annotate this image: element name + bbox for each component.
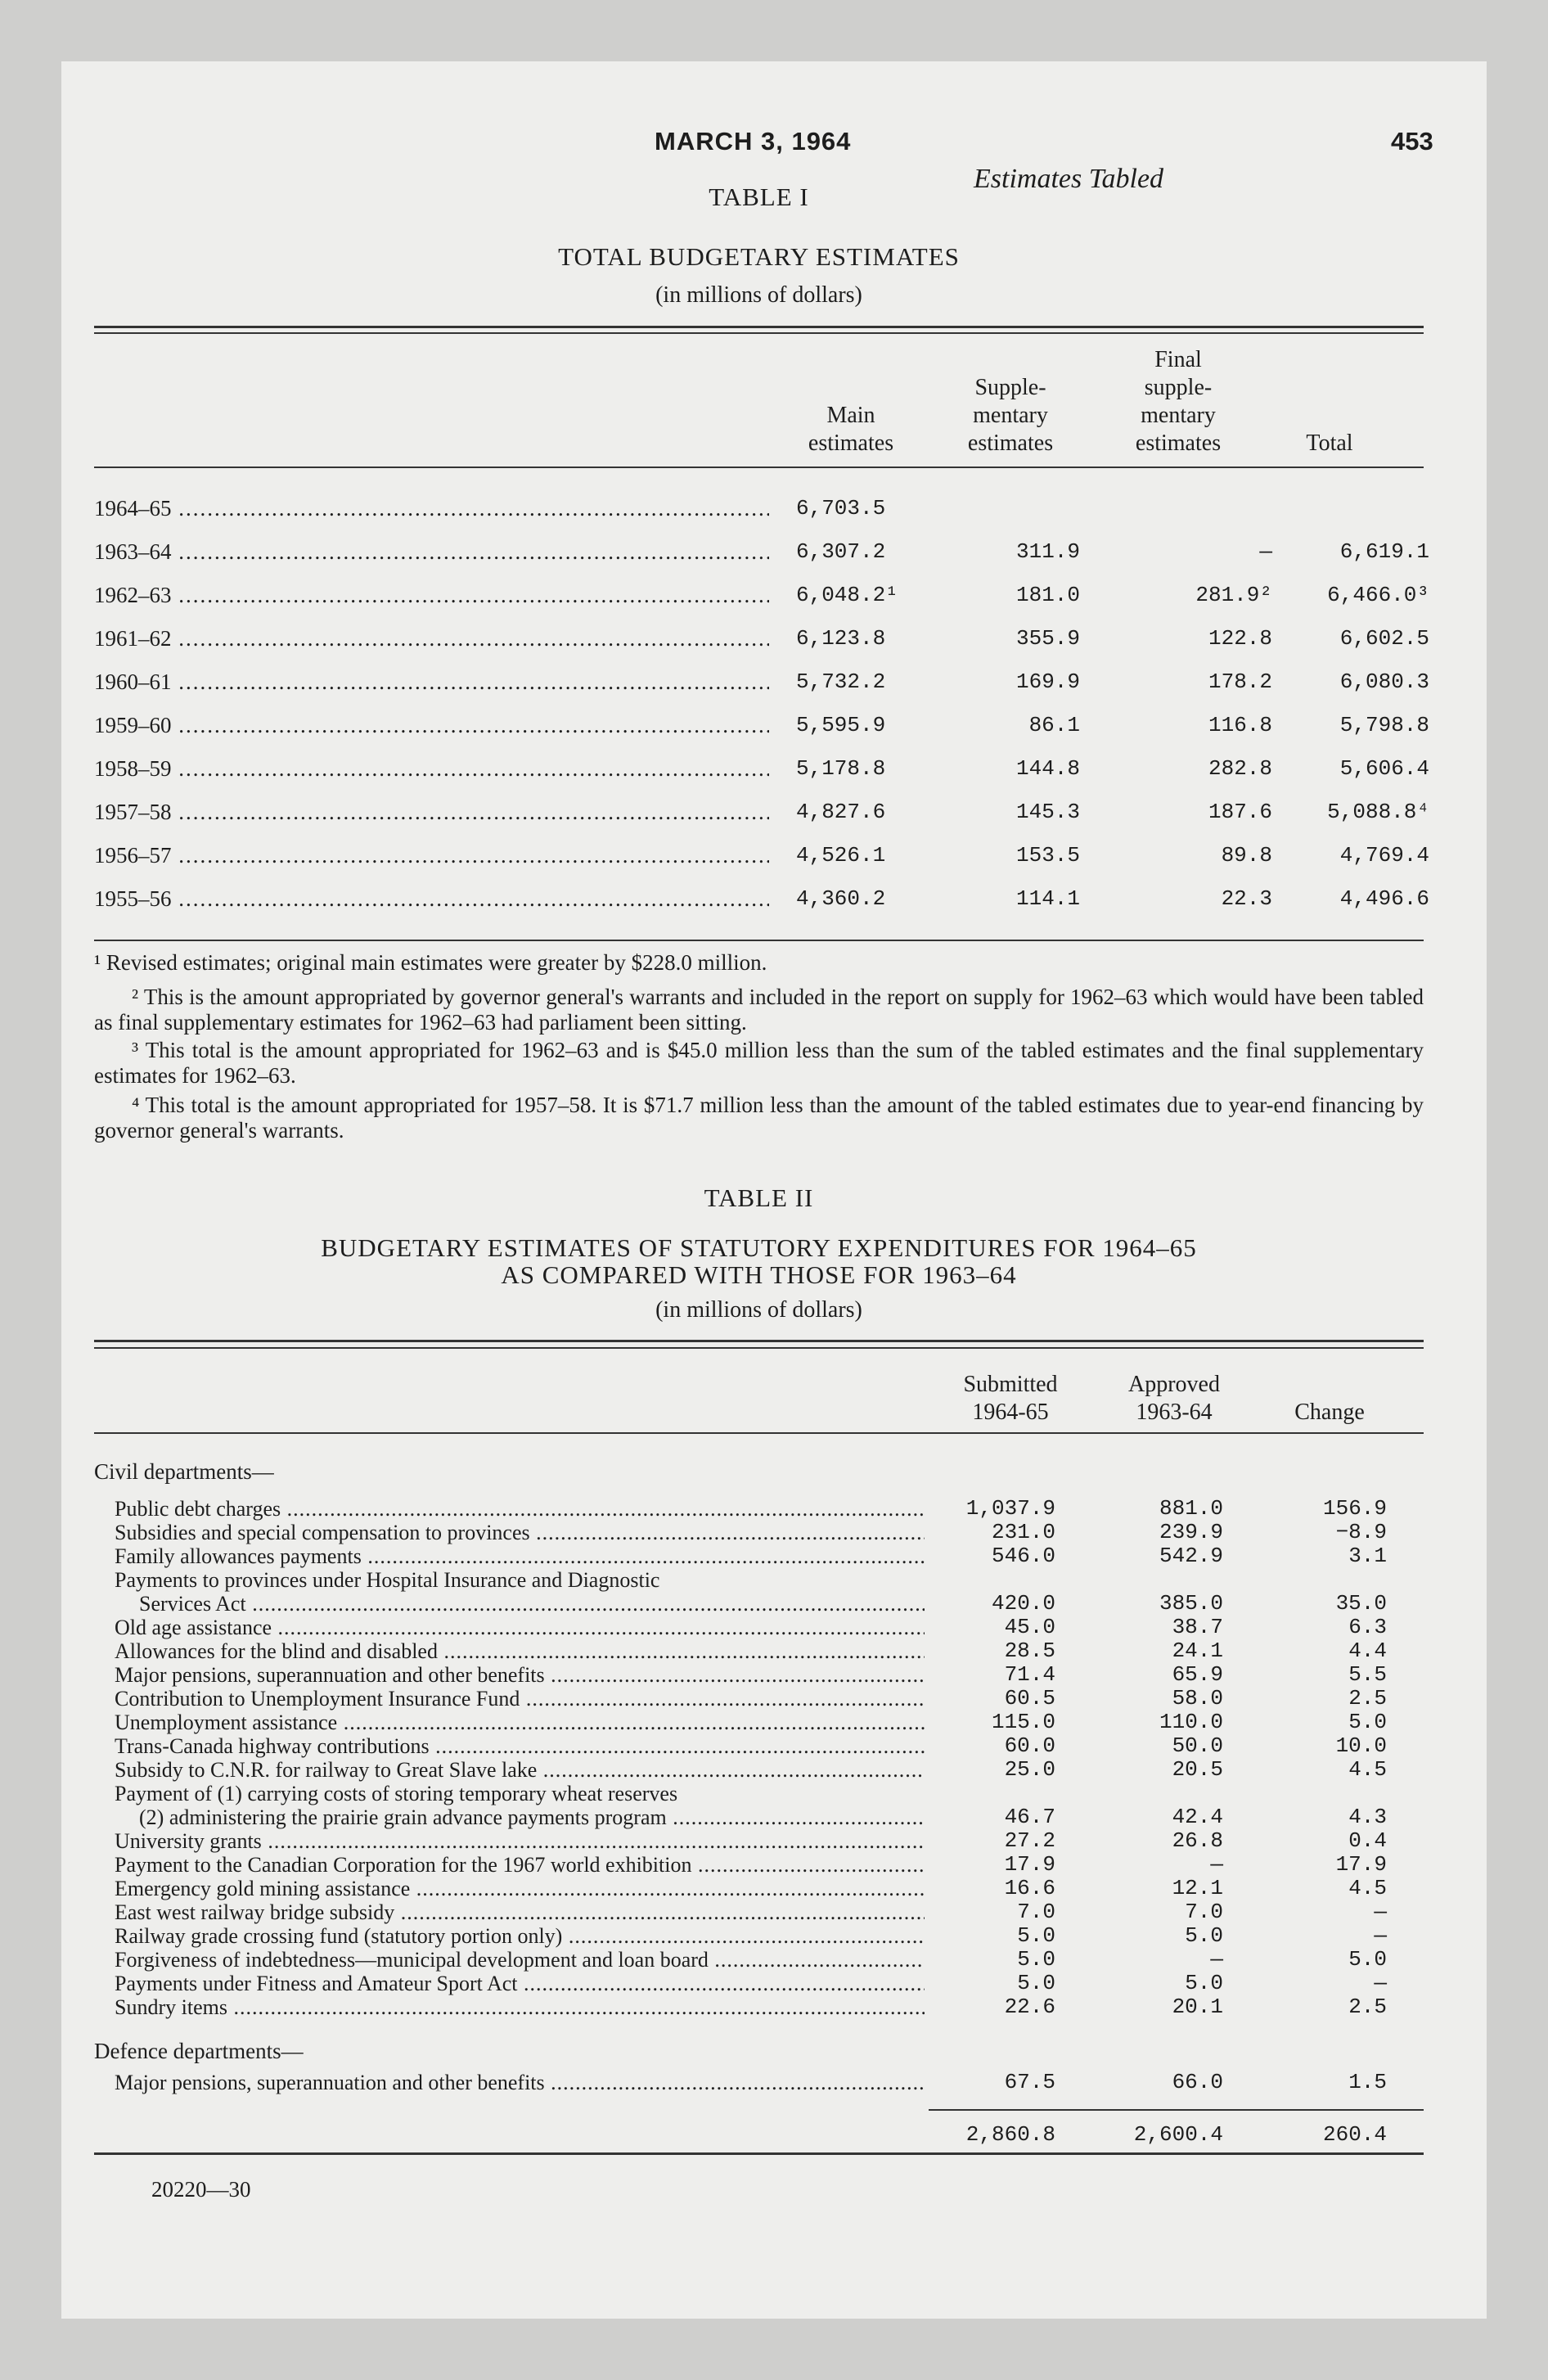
table1-row: 1960–61 ..... 5,732.2 169.9 178.2 6,080.3 <box>94 669 1424 699</box>
table2-title-line1: BUDGETARY ESTIMATES OF STATUTORY EXPENDITURES FOR 1964–65 <box>321 1233 1197 1262</box>
table2-top-rule-2 <box>94 1347 1424 1349</box>
table2-row: Payment of (1) carrying costs of storing temporary wheat reserves (2) administering the prairie grain advance payments program ..... 46.7 42.4 4.3 <box>115 1782 1424 1829</box>
table1-row: 1958–59 ..... 5,178.8 144.8 282.8 5,606.4 <box>94 756 1424 786</box>
table1-row: 1964–65 ..... 6,703.5 <box>94 496 1424 525</box>
table1-row: 1961–62 ..... 6,123.8 355.9 122.8 6,602.5 <box>94 626 1424 656</box>
table1-col-main: Main estimates <box>808 403 894 456</box>
table1-col-supp: Supple- mentary estimates <box>967 375 1054 456</box>
table2-title-line2: AS COMPARED WITH THOSE FOR 1963–64 <box>501 1260 1017 1289</box>
table2-col-change: Change <box>1294 1400 1365 1425</box>
table1-row: 1959–60 ..... 5,595.9 86.1 116.8 5,798.8 <box>94 713 1424 742</box>
table1-row: 1963–64 ..... 6,307.2 311.9 — 6,619.1 <box>94 539 1424 569</box>
table2-label: TABLE II <box>704 1183 814 1212</box>
table2-header-rule <box>94 1432 1424 1434</box>
header-date: MARCH 3, 1964 <box>655 127 852 156</box>
table2-units: (in millions of dollars) <box>655 1297 862 1323</box>
table1-row: 1962–63 ..... 6,048.2¹ 181.0 281.9² 6,466.0³ <box>94 583 1424 612</box>
table2-top-rule <box>94 1340 1424 1342</box>
civil-departments-heading: Civil departments— <box>94 1459 274 1484</box>
table1-row: 1957–58 ..... 4,827.6 145.3 187.6 5,088.8⁴ <box>94 800 1424 829</box>
defence-departments-heading: Defence departments— <box>94 2039 304 2063</box>
table1-footnote: ⁴ This total is the amount appropriated for 1957–58. It is $71.7 million less than the amount of the tabled estimates due to year-end financing by governor general's warrants. <box>94 1093 1424 1143</box>
section-title: Estimates Tabled <box>974 164 1164 194</box>
table1-label: TABLE I <box>709 183 809 211</box>
table1-footnote: ² This is the amount appropriated by governor general's warrants and included in the report on supply for 1962–63 which would have been tabled as final supplementary estimates for 1962–63 had parliament been sitting. <box>94 985 1424 1034</box>
table1-row: 1955–56 ..... 4,360.2 114.1 22.3 4,496.6 <box>94 886 1424 916</box>
table2-bottom-rule <box>94 2152 1424 2155</box>
table1-bottom-rule <box>94 940 1424 941</box>
table2-col-approved: Approved 1963-64 <box>1128 1372 1220 1425</box>
table1-title: TOTAL BUDGETARY ESTIMATES <box>558 242 960 271</box>
table2-col-submitted: Submitted 1964-65 <box>963 1372 1058 1425</box>
table1-footnote: ³ This total is the amount appropriated for 1962–63 and is $45.0 million less than the sum of the tabled estimates and the final supplementary estimates for 1962–63. <box>94 1038 1424 1088</box>
table1-col-total: Total <box>1306 430 1353 456</box>
table2-row: Payments to provinces under Hospital Insurance and Diagnostic Services Act ..... 420.0 385.0 35.0 <box>115 1568 1424 1616</box>
table1-top-rule-2 <box>94 332 1424 334</box>
footer-code: 20220—30 <box>151 2177 251 2202</box>
table1-units: (in millions of dollars) <box>655 282 862 308</box>
totals-rule <box>929 2109 1424 2111</box>
table1-col-final: Final supple- mentary estimates <box>1135 347 1222 456</box>
table1-top-rule <box>94 326 1424 328</box>
table1-row: 1956–57 ..... 4,526.1 153.5 89.8 4,769.4 <box>94 843 1424 872</box>
page-number: 453 <box>1391 127 1433 156</box>
table1-footnote: ¹ Revised estimates; original main estimates were greater by $228.0 million. <box>94 950 767 975</box>
table1-header-rule <box>94 467 1424 468</box>
